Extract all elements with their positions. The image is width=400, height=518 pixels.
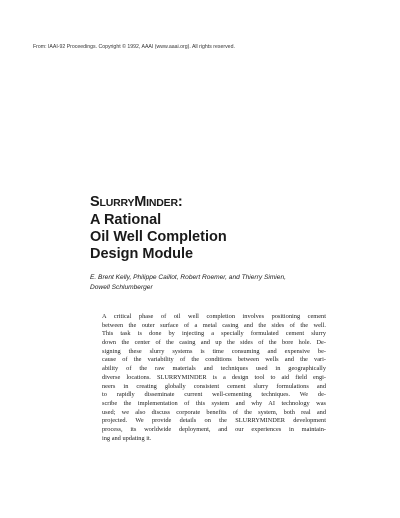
title-initial-m: M [134,194,147,210]
abstract-line: down the center of the casing and up the sides of the bore hole. De- [102,339,326,347]
abstract-line: process, its worldwide deployment, and our experiences in maintain- [102,425,326,433]
author-list [90,273,330,293]
title-line-3: Oil Well Completion [90,229,227,245]
author-affiliation: Dowell Schlumberger [90,284,153,291]
abstract-line: signing these slurry systems is time consuming and expensive be- [102,347,326,355]
abstract-line: A critical phase of oil well completion involves positioning cement [102,313,326,320]
title-initial-s: S [90,194,100,210]
title-line-4: Design Module [90,246,194,262]
abstract-line: to rapidly disseminate current well-cementing techniques. We de- [102,391,326,399]
title-smallcaps-lurry: LURRY [99,197,135,209]
title-line-1 [90,194,227,212]
abstract-line: cause of the variability of the conditions between wells and the vari- [102,356,326,364]
abstract-line: neers in creating globally consistent cement slurry formulations and [102,382,326,390]
title-smallcaps-inder: INDER [146,197,178,209]
abstract-line: used; we also discuss corporate benefits of the system, both real and [102,408,326,416]
abstract-line: between the outer surface of a metal casing and the sides of the well. [102,321,326,329]
abstract-line: ing and updating it. [102,434,152,442]
title-colon: : [177,194,183,210]
abstract-line: projected. We provide details on the SLURRYMINDER development [102,417,326,425]
copyright-notice: From: IAAI-92 Proceedings. Copyright © 1992, AAAI (www.aaai.org). All rights reserved. [33,44,235,50]
abstract-line: This task is done by injecting a specially formulated cement slurry [102,330,326,338]
paper-title [90,194,227,263]
abstract-line: diverse locations. SLURRYMINDER is a design tool to aid field engi- [102,373,326,381]
abstract [102,313,326,443]
abstract-line: scribe the implementation of this system and why AI technology was [102,399,326,407]
author-names: E. Brent Kelly, Philippe Caillot, Robert Roemer, and Thierry Simien, [90,274,286,281]
title-line-2: A Rational [90,212,162,228]
abstract-line: ability of the raw materials and techniques used in geographically [102,365,326,373]
